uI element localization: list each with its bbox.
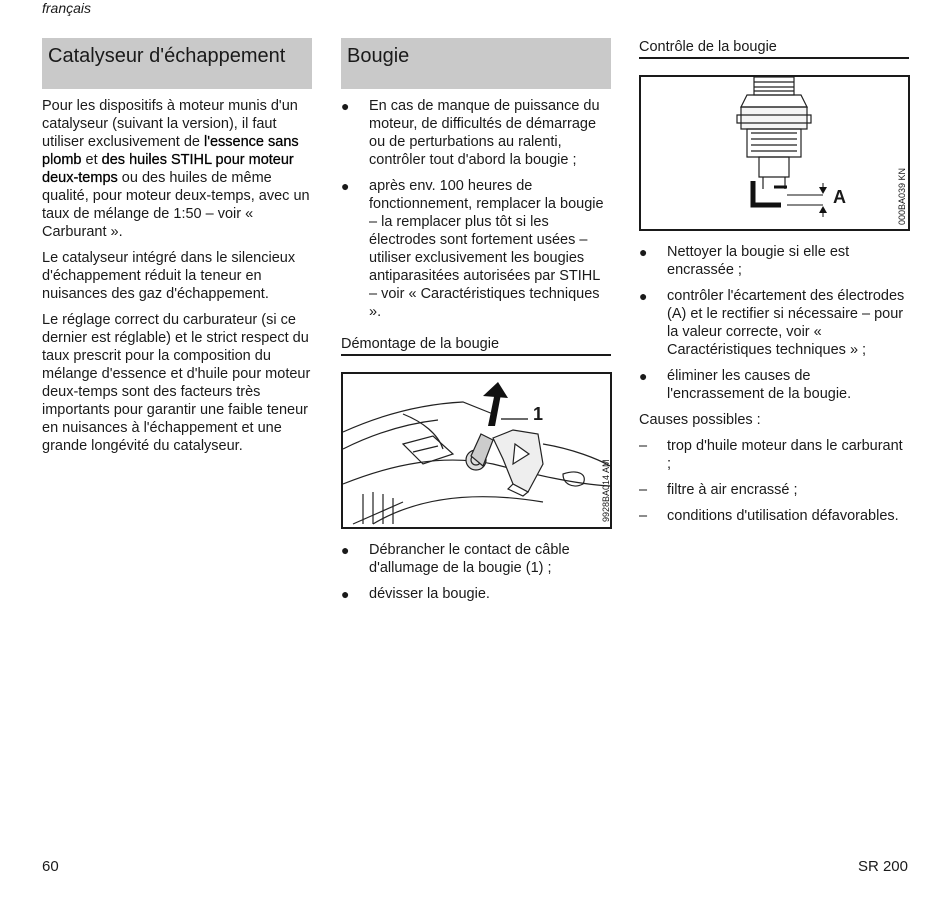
- list-item-text: Débrancher le contact de câble d'allumage de la bougie (1) ;: [369, 542, 570, 576]
- figure-check: [639, 75, 910, 231]
- list-item: [639, 481, 909, 499]
- bullet-icon: ●: [341, 178, 350, 194]
- list-item-text: En cas de manque de puissance du moteur, de difficultés de démarrage ou de perturbations au ralenti, contrôler tout d'abord la bougie ;: [369, 98, 600, 168]
- list-item: [341, 97, 611, 169]
- list-item: [639, 507, 909, 525]
- bullet-icon: ●: [639, 368, 648, 384]
- list-item: [639, 437, 909, 473]
- language-label: français: [42, 0, 92, 16]
- figure-code: 9928BA014 AM: [601, 459, 611, 522]
- list-item-text: éliminer les causes de l'encrassement de la bougie.: [667, 368, 852, 402]
- list-item-text: après env. 100 heures de fonctionnement, remplacer la bougie – la remplacer plus tôt si les électrodes sont fortement usées – utiliser exclusivement les bougies antiparasitées autorisées par STIHL – voir « Caractéristiques techniques ».: [369, 178, 604, 320]
- bullet-icon: ●: [341, 586, 350, 602]
- check-bullets: [639, 243, 909, 403]
- page-number: 60: [42, 858, 59, 875]
- catalyst-paragraph-3: Le réglage correct du carburateur (si ce dernier est réglable) et le strict respect du taux prescrit pour la composition du mélange d'essence et d'huile pour moteur deux-temps sont des facteurs très importants pour garantir une faible teneur en nuisances à l'échappement et une grande longévité du catalyseur.: [42, 312, 311, 454]
- model-label: SR 200: [857, 858, 908, 875]
- catalyst-paragraph-1: [42, 97, 312, 241]
- figure-callout-1: 1: [533, 404, 544, 424]
- column-catalyst: [42, 38, 312, 463]
- list-item-text: filtre à air encrassé ;: [667, 482, 798, 498]
- text-run-emphasis: des huiles STIHL pour moteur deux-temps: [42, 152, 294, 186]
- list-item-text: contrôler l'écartement des électrodes (A) et le rectifier si nécessaire – pour la valeur correcte, voir « Caractéristiques techniques » ;: [667, 288, 905, 358]
- causes-label: Causes possibles :: [639, 412, 761, 428]
- dash-icon: –: [639, 482, 648, 498]
- causes-list: [639, 437, 909, 525]
- figure-callout-a: A: [833, 187, 846, 207]
- dash-icon: –: [639, 438, 648, 454]
- spark-plug-removal-illustration: [343, 374, 610, 527]
- text-run: ou des huiles de même qualité, pour moteur deux-temps, avec un taux de mélange de 1:50 – voir « Carburant ».: [42, 170, 310, 240]
- spark-plug-gap-illustration: [641, 77, 908, 229]
- text-run-emphasis: l'essence sans plomb: [42, 134, 299, 168]
- removal-bullets: [341, 541, 611, 603]
- bullet-icon: ●: [341, 98, 350, 114]
- text-run: Pour les dispositifs à moteur munis d'un catalyseur (suivant la version), il faut utiliser exclusivement de: [42, 98, 298, 150]
- dash-icon: –: [639, 508, 648, 524]
- list-item-text: Nettoyer la bougie si elle est encrassée ;: [667, 244, 850, 278]
- subhead-removal: Démontage de la bougie: [341, 335, 611, 356]
- section-title-catalyst: Catalyseur d'échappement: [42, 38, 312, 89]
- list-item: [639, 243, 909, 279]
- list-item: [341, 585, 611, 603]
- column-check: [639, 38, 909, 533]
- figure-code: 000BA039 KN: [897, 167, 907, 225]
- list-item-text: conditions d'utilisation défavorables.: [667, 508, 899, 524]
- list-item: [341, 177, 611, 321]
- catalyst-content: [42, 97, 312, 455]
- bullet-icon: ●: [639, 288, 648, 304]
- bullet-icon: ●: [341, 542, 350, 558]
- list-item-text: dévisser la bougie.: [369, 586, 490, 602]
- list-item: [639, 367, 909, 403]
- bullet-icon: ●: [639, 244, 648, 260]
- catalyst-paragraph-2: Le catalyseur intégré dans le silencieux d'échappement réduit la teneur en nuisances des gaz d'échappement.: [42, 250, 296, 302]
- list-item: [639, 287, 909, 359]
- text-run: et: [81, 152, 102, 168]
- spark-plug-bullets: [341, 97, 611, 321]
- list-item-text: trop d'huile moteur dans le carburant ;: [667, 438, 903, 472]
- figure-removal: [341, 372, 612, 529]
- section-title-spark-plug: Bougie: [341, 38, 611, 89]
- list-item: [341, 541, 611, 577]
- column-spark-plug: [341, 38, 611, 611]
- subhead-check: Contrôle de la bougie: [639, 38, 909, 59]
